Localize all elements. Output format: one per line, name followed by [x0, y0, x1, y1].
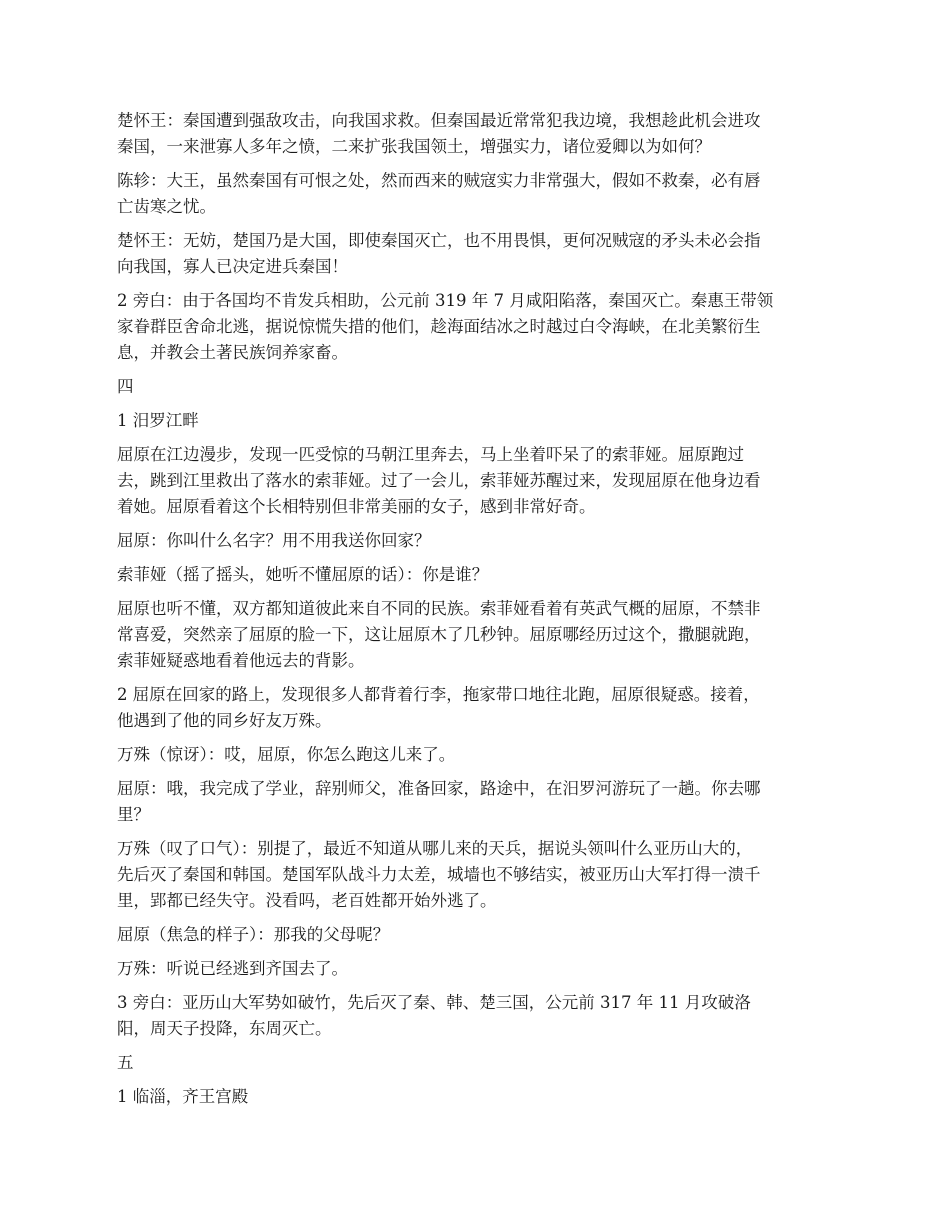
document-body: [117, 108, 843, 1118]
scene-heading: 1 临淄，齐王宫殿: [117, 1087, 249, 1106]
dialogue-paragraph: 陈轸：大王，虽然秦国有可恨之处，然而西来的贼寇实力非常强大，假如不救秦，必有唇 亡齿寒之忧。: [117, 171, 761, 216]
dialogue-paragraph: 万殊（惊讶）：哎，屈原，你怎么跑这儿来了。: [117, 745, 456, 764]
narration-paragraph: 2 屈原在回家的路上，发现很多人都背着行李，拖家带口地往北跑，屈原很疑惑。接着， 他遇到了他的同乡好友万殊。: [117, 685, 760, 730]
narration-paragraph: 2 旁白：由于各国均不肯发兵相助，公元前 319 年 7 月咸阳陷落，秦国灭亡。秦惠王带领 家眷群臣舍命北逃，据说惊慌失措的他们，趁海面结冰之时越过白令海峡，在北美繁衍生 息，并教会土著民族饲养家畜。: [117, 291, 774, 362]
dialogue-paragraph: 楚怀王：秦国遭到强敌攻击，向我国求救。但秦国最近常常犯我边境，我想趁此机会进攻 秦国，一来泄寡人多年之愤，二来扩张我国领土，增强实力，诸位爱卿以为如何？: [117, 111, 761, 156]
section-heading: 四: [117, 377, 134, 396]
narration-paragraph: 屈原也听不懂，双方都知道彼此来自不同的民族。索菲娅看着有英武气概的屈原，不禁非 常喜爱，突然亲了屈原的脸一下，这让屈原木了几秒钟。屈原哪经历过这个，撒腿就跑， 索菲娅疑惑地看着他远去的背影。: [117, 599, 761, 670]
narration-paragraph: 3 旁白：亚历山大军势如破竹，先后灭了秦、韩、楚三国，公元前 317 年 11 月攻破洛 阳，周天子投降，东周灭亡。: [117, 993, 751, 1038]
dialogue-paragraph: 楚怀王：无妨，楚国乃是大国，即使秦国灭亡，也不用畏惧，更何况贼寇的矛头未必会指 向我国，寡人已决定进兵秦国！: [117, 231, 761, 276]
dialogue-paragraph: 万殊（叹了口气）：别提了，最近不知道从哪儿来的天兵，据说头领叫什么亚历山大的， 先后灭了秦国和韩国。楚国军队战斗力太差，城墙也不够结实，被亚历山大军打得一溃千 里，郢都已经失守。没看吗，老百姓都开始外逃了。: [117, 839, 761, 910]
dialogue-paragraph: 屈原：哦，我完成了学业，辞别师父，准备回家，路途中，在汨罗河游玩了一趟。你去哪 里？: [117, 779, 761, 824]
dialogue-paragraph: 屈原：你叫什么名字？用不用我送你回家？: [117, 531, 431, 550]
narration-paragraph: 屈原在江边漫步，发现一匹受惊的马朝江里奔去，马上坐着吓呆了的索菲娅。屈原跑过 去，跳到江里救出了落水的索菲娅。过了一会儿，索菲娅苏醒过来，发现屈原在他身边看 着她。屈原看着这个长相特别但非常美丽的女子，感到非常好奇。: [117, 445, 761, 516]
dialogue-paragraph: 万殊：听说已经逃到齐国去了。: [117, 959, 348, 978]
dialogue-paragraph: 屈原（焦急的样子）：那我的父母呢？: [117, 925, 390, 944]
scene-heading: 1 汨罗江畔: [117, 411, 199, 430]
dialogue-paragraph: 索菲娅（摇了摇头，她听不懂屈原的话）：你是谁？: [117, 565, 489, 584]
section-heading: 五: [117, 1053, 134, 1072]
